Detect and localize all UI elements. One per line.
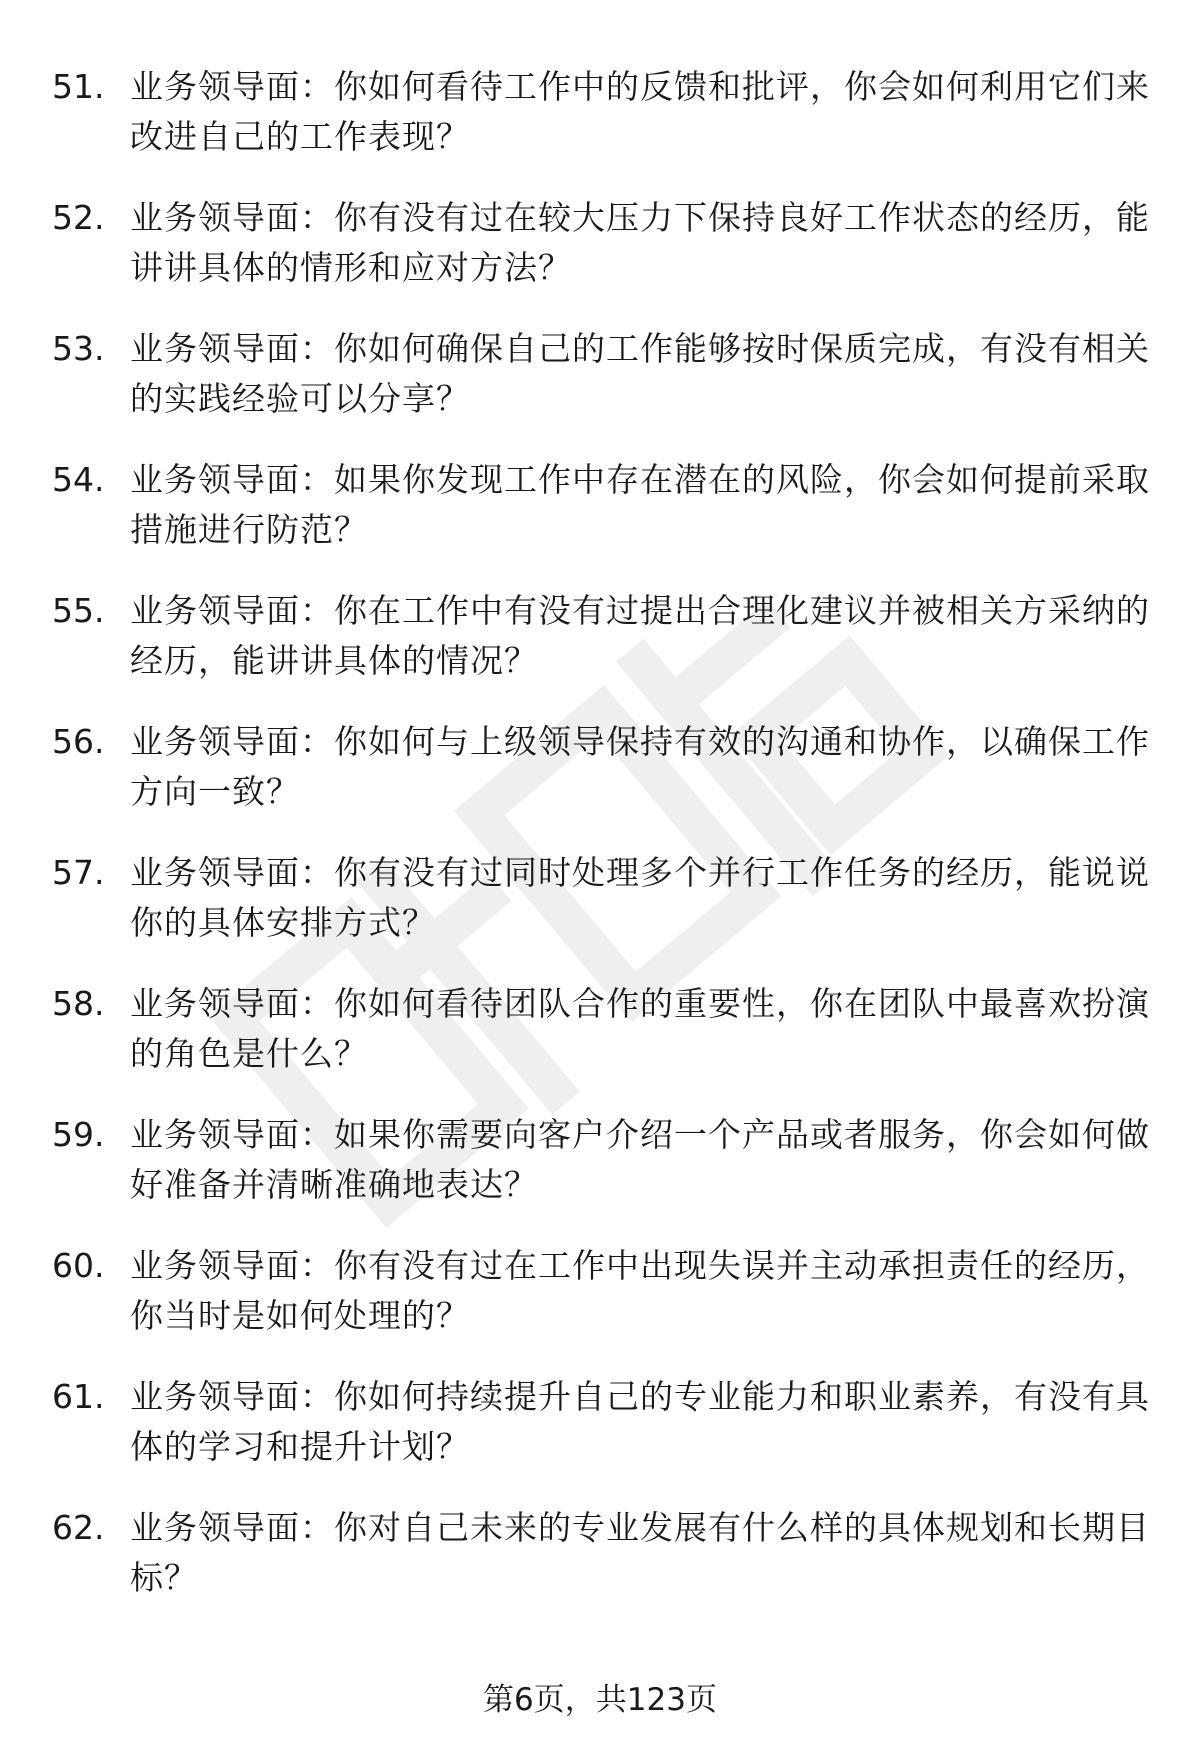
question-text: 业务领导面：你如何与上级领导保持有效的沟通和协作，以确保工作方向一致？	[130, 722, 1150, 811]
question-item	[0, 1100, 1200, 1231]
question-text: 业务领导面：你如何看待团队合作的重要性，你在团队中最喜欢扮演的角色是什么？	[130, 984, 1150, 1073]
question-number: 59.	[52, 1115, 105, 1154]
question-item	[0, 183, 1200, 314]
question-number: 53.	[52, 329, 105, 368]
question-item	[0, 1231, 1200, 1362]
question-text: 业务领导面：你如何确保自己的工作能够按时保质完成，有没有相关的实践经验可以分享？	[130, 329, 1150, 418]
question-number: 56.	[52, 722, 105, 761]
question-text: 业务领导面：如果你发现工作中存在潜在的风险，你会如何提前采取措施进行防范？	[130, 460, 1150, 549]
question-item	[0, 707, 1200, 838]
question-item	[0, 838, 1200, 969]
question-text: 业务领导面：你有没有过同时处理多个并行工作任务的经历，能说说你的具体安排方式？	[130, 853, 1150, 942]
question-item	[0, 1493, 1200, 1624]
question-number: 62.	[52, 1508, 105, 1547]
question-number: 60.	[52, 1246, 105, 1285]
question-list	[0, 52, 1200, 1624]
question-item	[0, 314, 1200, 445]
question-number: 57.	[52, 853, 105, 892]
question-number: 54.	[52, 460, 105, 499]
question-number: 55.	[52, 591, 105, 630]
question-text: 业务领导面：你对自己未来的专业发展有什么样的具体规划和长期目标？	[130, 1508, 1150, 1597]
question-text: 业务领导面：你有没有过在较大压力下保持良好工作状态的经历，能讲讲具体的情形和应对方法？	[130, 198, 1150, 287]
question-text: 业务领导面：如果你需要向客户介绍一个产品或者服务，你会如何做好准备并清晰准确地表达？	[130, 1115, 1150, 1204]
page-footer: 第6页，共123页	[483, 1682, 717, 1718]
question-number: 61.	[52, 1377, 105, 1416]
question-item	[0, 1362, 1200, 1493]
question-number: 51.	[52, 67, 105, 106]
question-text: 业务领导面：你如何持续提升自己的专业能力和职业素养，有没有具体的学习和提升计划？	[130, 1377, 1150, 1466]
question-text: 业务领导面：你如何看待工作中的反馈和批评，你会如何利用它们来改进自己的工作表现？	[130, 67, 1150, 156]
question-number: 52.	[52, 198, 105, 237]
question-number: 58.	[52, 984, 105, 1023]
question-text: 业务领导面：你有没有过在工作中出现失误并主动承担责任的经历，你当时是如何处理的？	[130, 1246, 1150, 1335]
question-item	[0, 969, 1200, 1100]
question-item	[0, 576, 1200, 707]
question-text: 业务领导面：你在工作中有没有过提出合理化建议并被相关方采纳的经历，能讲讲具体的情况？	[130, 591, 1150, 680]
question-item	[0, 52, 1200, 183]
question-item	[0, 445, 1200, 576]
